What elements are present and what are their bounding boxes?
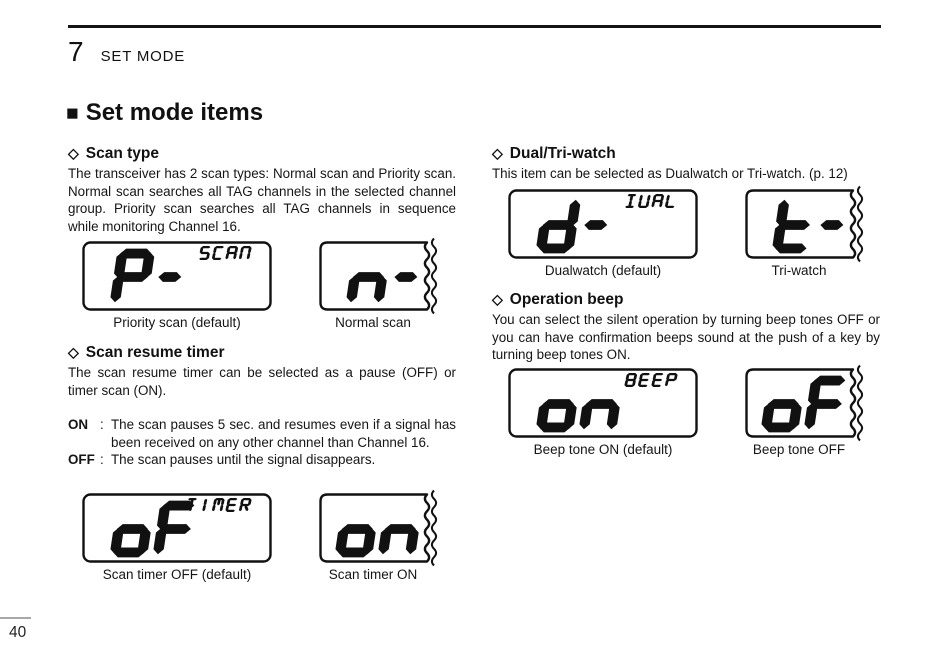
lcd-beep-on [508, 368, 698, 438]
figure-priority-scan [82, 241, 272, 330]
page-number: 40 [9, 624, 27, 641]
heading-scan-type [68, 145, 456, 163]
lcd-caption: Scan timer ON [328, 567, 418, 582]
heading-dual-tri-watch-label: Dual/Tri-watch [509, 145, 616, 162]
heading-operation-beep [492, 291, 880, 309]
lcd-priority-scan [82, 241, 272, 311]
lcd-caption: Priority scan (default) [113, 315, 241, 330]
scan-timer-displays [68, 493, 456, 582]
filled-square-icon: ■ [66, 101, 79, 125]
lcd-tri-watch [745, 189, 867, 259]
operation-beep-body: You can select the silent operation by turning beep tones OFF or you can have confirmation beeps sound at the push of a key by turning beep tones ON. [492, 312, 880, 363]
diamond-icon: ◇ [68, 344, 79, 360]
heading-dual-tri-watch [492, 145, 880, 163]
diamond-icon: ◇ [492, 145, 503, 161]
heading-scan-type-label: Scan type [85, 145, 160, 162]
page-title [66, 99, 263, 127]
right-column [492, 145, 880, 605]
scan-timer-options [68, 416, 456, 469]
lcd-scan-timer-off [82, 493, 272, 563]
heading-operation-beep-label: Operation beep [509, 291, 624, 308]
scan-resume-timer-body: The scan resume timer can be selected as a pause (OFF) or timer scan (ON). [68, 365, 456, 398]
figure-normal-scan [319, 241, 441, 330]
figure-tri-watch [745, 189, 867, 278]
lcd-caption: Beep tone ON (default) [533, 442, 673, 457]
option-colon: : [100, 452, 104, 468]
diamond-icon: ◇ [492, 291, 503, 307]
lcd-caption: Scan timer OFF (default) [102, 567, 252, 582]
left-column [68, 145, 456, 605]
scan-type-displays [68, 241, 456, 330]
dual-tri-watch-displays [492, 189, 880, 278]
option-on [68, 416, 456, 451]
lcd-caption: Normal scan [335, 315, 411, 330]
heading-scan-resume-timer [68, 344, 456, 362]
figure-beep-on [508, 368, 698, 457]
footer-rule [0, 617, 31, 619]
figure-beep-off [745, 368, 867, 457]
option-off [68, 451, 456, 469]
option-term: ON [68, 417, 89, 432]
operation-beep-displays [492, 368, 880, 457]
figure-scan-timer-off [82, 493, 272, 582]
page-title-label: Set mode items [85, 99, 264, 126]
option-description: The scan pauses until the signal disappears. [111, 452, 376, 468]
chapter-header [68, 36, 185, 68]
diamond-icon: ◇ [68, 145, 79, 161]
figure-scan-timer-on [319, 493, 441, 582]
lcd-caption: Tri-watch [771, 263, 827, 278]
header-rule [68, 25, 881, 28]
option-description: The scan pauses 5 sec. and resumes even if a signal has been received on any other channel than Channel 16. [111, 417, 456, 450]
lcd-caption: Dualwatch (default) [544, 263, 662, 278]
option-colon: : [100, 417, 104, 432]
dual-tri-watch-body: This item can be selected as Dualwatch or Tri-watch. (p. 12) [492, 166, 848, 181]
figure-dualwatch [508, 189, 698, 278]
lcd-caption: Beep tone OFF [752, 442, 846, 457]
heading-scan-resume-timer-label: Scan resume timer [85, 344, 225, 361]
lcd-normal-scan [319, 241, 441, 311]
scan-type-body: The transceiver has 2 scan types: Normal scan and Priority scan. Normal scan searches all TAG channels in the selected channel group. Priority scan searches all TAG channels in sequence while monitoring Channel 16. [68, 166, 456, 234]
lcd-dualwatch [508, 189, 698, 259]
lcd-beep-off [745, 368, 867, 438]
lcd-scan-timer-on [319, 493, 441, 563]
chapter-title: SET MODE [100, 48, 186, 65]
chapter-number: 7 [68, 36, 84, 67]
option-term: OFF [68, 452, 95, 468]
